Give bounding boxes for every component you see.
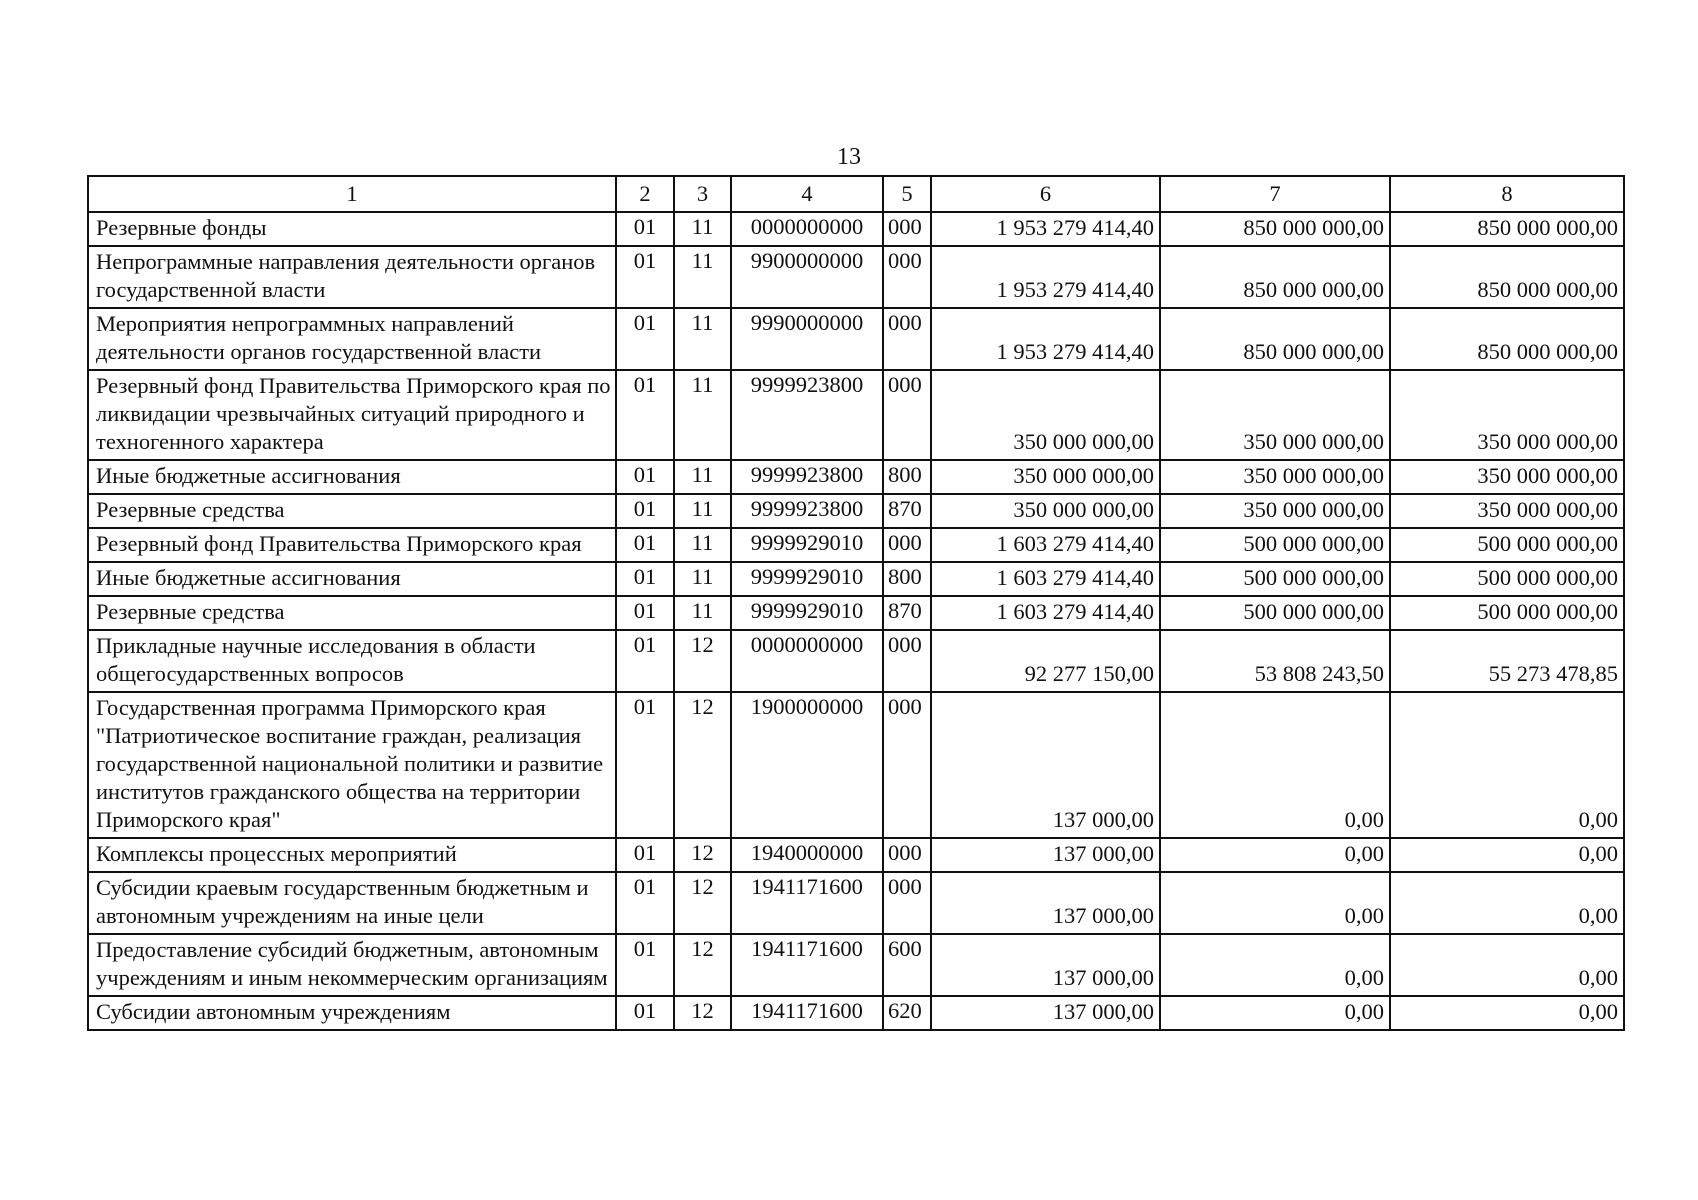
expense-type-code: 800 — [883, 460, 931, 494]
amount-col8: 0,00 — [1390, 838, 1624, 872]
target-article-code: 9999923800 — [731, 370, 883, 460]
amount-col6: 1 603 279 414,40 — [931, 562, 1160, 596]
expense-name: Прикладные научные исследования в области общегосударственных вопросов — [88, 630, 616, 692]
target-article-code: 9999923800 — [731, 460, 883, 494]
table-row — [88, 934, 1624, 996]
expense-name: Резервные средства — [88, 494, 616, 528]
expense-type-code: 600 — [883, 934, 931, 996]
section-code: 01 — [616, 630, 674, 692]
table-row — [88, 308, 1624, 370]
subsection-code: 11 — [674, 528, 731, 562]
header-cell: 2 — [616, 176, 674, 212]
amount-col7: 0,00 — [1160, 934, 1390, 996]
section-code: 01 — [616, 996, 674, 1030]
amount-col8: 500 000 000,00 — [1390, 528, 1624, 562]
header-cell: 1 — [88, 176, 616, 212]
amount-col6: 350 000 000,00 — [931, 494, 1160, 528]
subsection-code: 12 — [674, 630, 731, 692]
amount-col7: 850 000 000,00 — [1160, 212, 1390, 246]
expense-name: Мероприятия непрограммных направлений деятельности органов государственной власти — [88, 308, 616, 370]
section-code: 01 — [616, 494, 674, 528]
table-row — [88, 562, 1624, 596]
amount-col7: 0,00 — [1160, 872, 1390, 934]
target-article-code: 0000000000 — [731, 630, 883, 692]
amount-col8: 850 000 000,00 — [1390, 308, 1624, 370]
amount-col8: 0,00 — [1390, 996, 1624, 1030]
subsection-code: 11 — [674, 246, 731, 308]
section-code: 01 — [616, 212, 674, 246]
table-row — [88, 872, 1624, 934]
target-article-code: 9900000000 — [731, 246, 883, 308]
expense-type-code: 000 — [883, 872, 931, 934]
expense-type-code: 620 — [883, 996, 931, 1030]
expense-name: Резервные средства — [88, 596, 616, 630]
target-article-code: 1941171600 — [731, 872, 883, 934]
subsection-code: 12 — [674, 692, 731, 838]
table-row — [88, 246, 1624, 308]
amount-col6: 350 000 000,00 — [931, 460, 1160, 494]
table-row — [88, 212, 1624, 246]
table-row — [88, 630, 1624, 692]
amount-col8: 55 273 478,85 — [1390, 630, 1624, 692]
expense-type-code: 800 — [883, 562, 931, 596]
header-cell: 7 — [1160, 176, 1390, 212]
amount-col7: 850 000 000,00 — [1160, 308, 1390, 370]
table-row — [88, 596, 1624, 630]
target-article-code: 1941171600 — [731, 996, 883, 1030]
amount-col8: 500 000 000,00 — [1390, 596, 1624, 630]
expense-type-code: 000 — [883, 370, 931, 460]
expense-type-code: 000 — [883, 308, 931, 370]
table-row — [88, 460, 1624, 494]
subsection-code: 11 — [674, 370, 731, 460]
expense-type-code: 000 — [883, 246, 931, 308]
expense-name: Комплексы процессных мероприятий — [88, 838, 616, 872]
amount-col7: 850 000 000,00 — [1160, 246, 1390, 308]
amount-col8: 350 000 000,00 — [1390, 370, 1624, 460]
amount-col8: 0,00 — [1390, 934, 1624, 996]
amount-col6: 137 000,00 — [931, 838, 1160, 872]
expense-name: Резервные фонды — [88, 212, 616, 246]
amount-col7: 500 000 000,00 — [1160, 562, 1390, 596]
table-row — [88, 692, 1624, 838]
subsection-code: 12 — [674, 872, 731, 934]
section-code: 01 — [616, 460, 674, 494]
subsection-code: 11 — [674, 596, 731, 630]
amount-col6: 137 000,00 — [931, 996, 1160, 1030]
amount-col6: 137 000,00 — [931, 872, 1160, 934]
expense-name: Иные бюджетные ассигнования — [88, 562, 616, 596]
amount-col8: 350 000 000,00 — [1390, 494, 1624, 528]
target-article-code: 9999929010 — [731, 528, 883, 562]
header-row — [88, 176, 1624, 212]
target-article-code: 0000000000 — [731, 212, 883, 246]
header-cell: 6 — [931, 176, 1160, 212]
table-row — [88, 838, 1624, 872]
target-article-code: 1941171600 — [731, 934, 883, 996]
amount-col6: 137 000,00 — [931, 934, 1160, 996]
header-cell: 5 — [883, 176, 931, 212]
expense-type-code: 000 — [883, 528, 931, 562]
amount-col6: 1 603 279 414,40 — [931, 596, 1160, 630]
budget-table — [87, 175, 1625, 1031]
target-article-code: 9990000000 — [731, 308, 883, 370]
expense-type-code: 870 — [883, 494, 931, 528]
section-code: 01 — [616, 692, 674, 838]
subsection-code: 11 — [674, 212, 731, 246]
expense-name: Непрограммные направления деятельности органов государственной власти — [88, 246, 616, 308]
section-code: 01 — [616, 370, 674, 460]
amount-col7: 500 000 000,00 — [1160, 528, 1390, 562]
table-row — [88, 494, 1624, 528]
amount-col6: 92 277 150,00 — [931, 630, 1160, 692]
table-row — [88, 370, 1624, 460]
expense-type-code: 870 — [883, 596, 931, 630]
amount-col7: 53 808 243,50 — [1160, 630, 1390, 692]
expense-type-code: 000 — [883, 630, 931, 692]
header-cell: 8 — [1390, 176, 1624, 212]
expense-type-code: 000 — [883, 692, 931, 838]
amount-col7: 350 000 000,00 — [1160, 494, 1390, 528]
section-code: 01 — [616, 246, 674, 308]
target-article-code: 9999923800 — [731, 494, 883, 528]
page-number: 13 — [837, 144, 861, 170]
amount-col6: 137 000,00 — [931, 692, 1160, 838]
expense-name: Субсидии краевым государственным бюджетным и автономным учреждениям на иные цели — [88, 872, 616, 934]
target-article-code: 1940000000 — [731, 838, 883, 872]
amount-col7: 350 000 000,00 — [1160, 460, 1390, 494]
expense-name: Субсидии автономным учреждениям — [88, 996, 616, 1030]
subsection-code: 11 — [674, 460, 731, 494]
expense-name: Иные бюджетные ассигнования — [88, 460, 616, 494]
section-code: 01 — [616, 838, 674, 872]
expense-name: Государственная программа Приморского края "Патриотическое воспитание граждан, реализация государственной национальной политики и развитие институтов гражданского общества на территории Приморского края" — [88, 692, 616, 838]
expense-name: Предоставление субсидий бюджетным, автономным учреждениям и иным некоммерческим организациям — [88, 934, 616, 996]
header-cell: 3 — [674, 176, 731, 212]
amount-col8: 0,00 — [1390, 692, 1624, 838]
amount-col8: 500 000 000,00 — [1390, 562, 1624, 596]
amount-col8: 850 000 000,00 — [1390, 212, 1624, 246]
subsection-code: 12 — [674, 934, 731, 996]
target-article-code: 9999929010 — [731, 562, 883, 596]
amount-col6: 1 953 279 414,40 — [931, 308, 1160, 370]
amount-col6: 1 953 279 414,40 — [931, 212, 1160, 246]
header-cell: 4 — [731, 176, 883, 212]
amount-col6: 350 000 000,00 — [931, 370, 1160, 460]
section-code: 01 — [616, 872, 674, 934]
target-article-code: 1900000000 — [731, 692, 883, 838]
section-code: 01 — [616, 596, 674, 630]
amount-col6: 1 603 279 414,40 — [931, 528, 1160, 562]
subsection-code: 11 — [674, 562, 731, 596]
target-article-code: 9999929010 — [731, 596, 883, 630]
amount-col7: 0,00 — [1160, 692, 1390, 838]
subsection-code: 11 — [674, 308, 731, 370]
section-code: 01 — [616, 528, 674, 562]
section-code: 01 — [616, 934, 674, 996]
subsection-code: 12 — [674, 838, 731, 872]
section-code: 01 — [616, 308, 674, 370]
amount-col6: 1 953 279 414,40 — [931, 246, 1160, 308]
amount-col7: 0,00 — [1160, 838, 1390, 872]
amount-col8: 0,00 — [1390, 872, 1624, 934]
amount-col7: 0,00 — [1160, 996, 1390, 1030]
expense-name: Резервный фонд Правительства Приморского края — [88, 528, 616, 562]
subsection-code: 11 — [674, 494, 731, 528]
expense-type-code: 000 — [883, 212, 931, 246]
table-row — [88, 996, 1624, 1030]
subsection-code: 12 — [674, 996, 731, 1030]
amount-col8: 350 000 000,00 — [1390, 460, 1624, 494]
expense-name: Резервный фонд Правительства Приморского края по ликвидации чрезвычайных ситуаций природного и техногенного характера — [88, 370, 616, 460]
amount-col8: 850 000 000,00 — [1390, 246, 1624, 308]
amount-col7: 500 000 000,00 — [1160, 596, 1390, 630]
table-row — [88, 528, 1624, 562]
section-code: 01 — [616, 562, 674, 596]
expense-type-code: 000 — [883, 838, 931, 872]
amount-col7: 350 000 000,00 — [1160, 370, 1390, 460]
